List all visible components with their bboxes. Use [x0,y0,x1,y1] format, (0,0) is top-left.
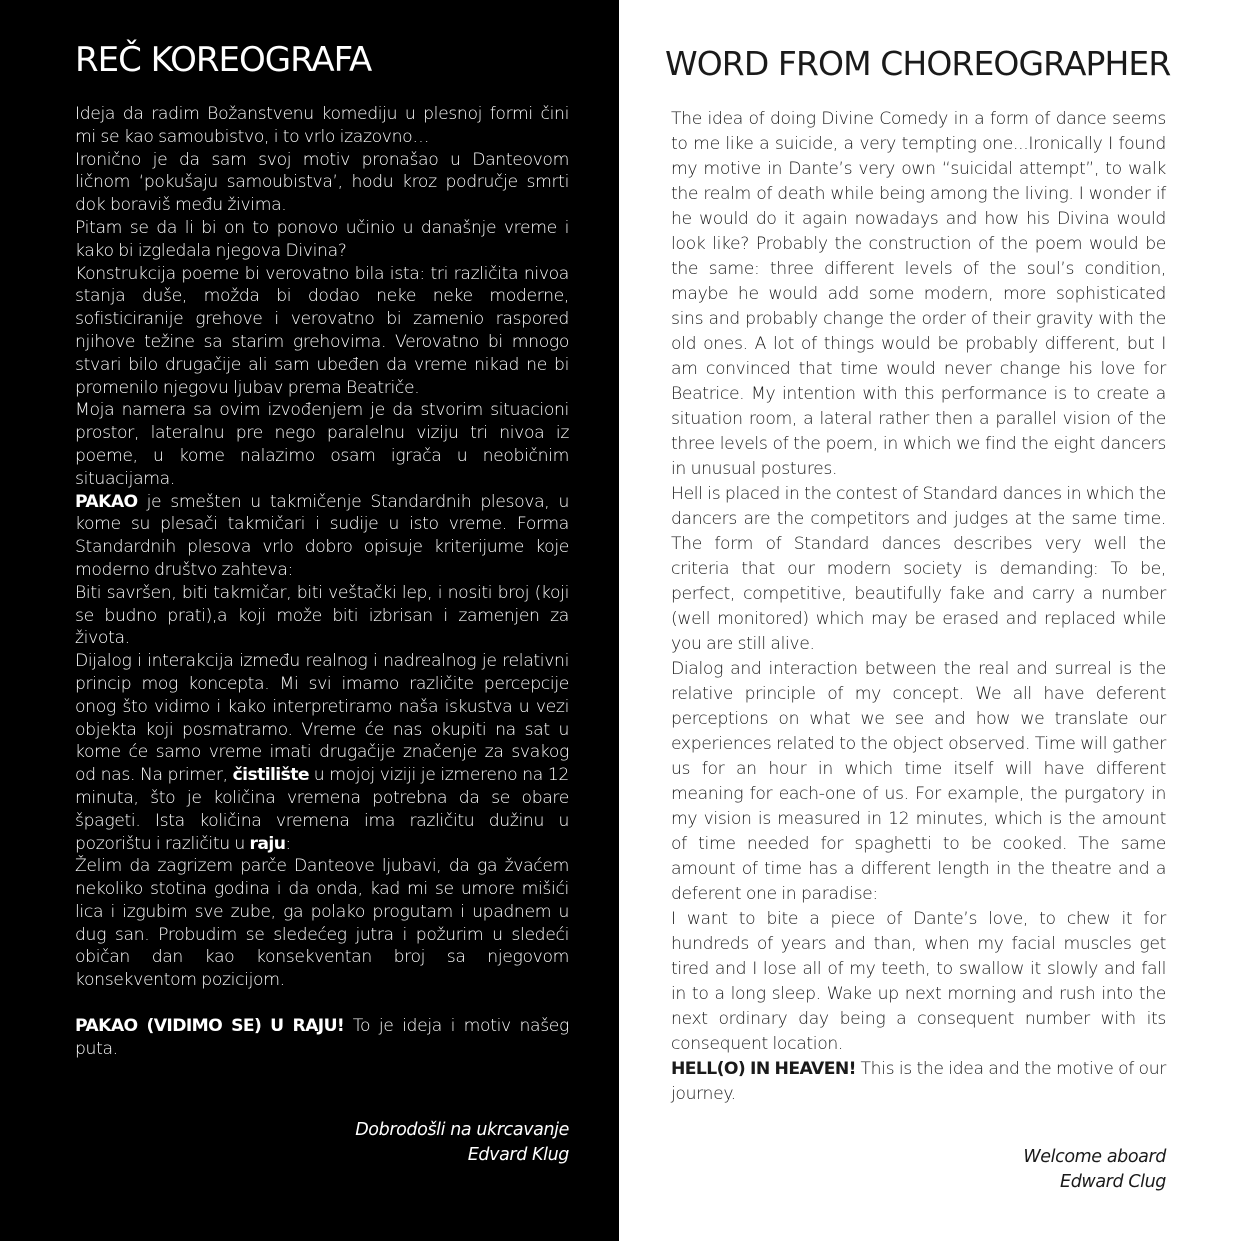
paragraph-text: This is the idea and the motive of our journey. [671,1059,1166,1104]
paragraph: Moja namera sa ovim izvođenjem je da stvorim situacioni prostor, lateralnu pre nego paralelnu viziju tri nivoa iz poeme, u kome nalazimo osam igrača u neobičnim situacijama. [75,400,569,489]
paragraph-text: u mojoj viziji je izmereno na 12 minuta, što je količina vremena potrebna da se obare špageti. Ista količina vremena ima različitu dužinu u pozorištu i različitu u [75,765,570,854]
paragraph: Konstrukcija poeme bi verovatno bila ista: tri različita nivoa stanja duše, možda bi dodao neke neke moderne, sofisticiranije grehove i verovatno bi zamenio raspored njihove težine sa starim grehovima. Verovatno bi mnogo stvari bilo drugačije ali sam ubeđen da vreme nikad ne bi promenilo njegovu ljubav prema Beatriče. [75,263,569,398]
paragraph: I want to bite a piece of Dante’s love, to chew it for hundreds of years and than, when my facial muscles get tired and I lose all of my teeth, to swallow it slowly and fall in to a long sleep. Wake up next morning and rush into the next ordinary day being a consequent number with its consequent location. [671,909,1166,1054]
paragraph-text: Dijalog i interakcija između realnog i nadrealnog je relativni princip mog koncepta. Mi svi imamo različite percepcije onog što vidimo i kako interpretiramo naša iskustva u vezi objekta koji posmatramo. Vreme će nas okupiti na sat u kome će samo vreme imati drugačije značenje za svakog od nas. Na primer, [75,651,569,786]
paragraph-text: je smešten u takmičenje Standardnih plesova, u kome su plesači takmičari i sudije u isto vreme. Forma Standardnih plesova vrlo dobro opisuje kriterijume koje moderno društvo zahteva: [75,491,569,580]
emphasis-raju: raju [249,833,286,854]
signature-name: Edvard Klug [467,1145,569,1165]
emphasis-cistiliste: čistilište [232,765,309,786]
closing-paragraph [671,1057,1166,1107]
signature-serbian [75,1118,569,1168]
paragraph: Dialog and interaction between the real and surreal is the relative principle of my concept. We all have deferent perceptions on what we see and how we translate our experiences related to the object observed. Time will gather us for an hour in which time itself will have different meaning for each-one of us. For example, the purgatory in my vision is measured in 12 minutes, which is the amount of time needed for spaghetti to be cooked. The same amount of time has a different length in the theatre and a deferent one in paradise: [671,659,1166,904]
paragraph: The idea of doing Divine Comedy in a form of dance seems to me like a suicide, a very tempting one...Ironically I found my motive in Dante’s very own “suicidal attempt”, to walk the realm of death while being among the living. I wonder if he would do it again nowadays and how his Divina would look like? Probably the construction of the poem would be the same: three different levels of the soul’s condition, maybe he would add some modern, more sophisticated sins and probably change the order of their gravity with the old ones. A lot of things would be probably different, but I am convinced that time would never change his love for Beatrice. My intention with this performance is to create a situation room, a lateral rather then a parallel vision of the three levels of the poem, in which we find the eight dancers in unusual postures. [671,109,1166,479]
paragraph: Biti savršen, biti takmičar, biti veštački lep, i nositi broj (koji se budno prati),a koji može biti izbrisan i zamenjen za života. [75,582,569,649]
paragraph: Ironično je da sam svoj motiv pronašao u Danteovom ličnom ‘pokušaju samoubistva’, hodu kroz područje smrti dok boraviš među živima. [75,149,569,216]
body-text-serbian [75,103,569,1061]
signature-greeting: Dobrodošli na ukrcavanje [355,1120,569,1140]
paragraph: Hell is placed in the contest of Standard dances in which the dancers are the competitors and judges at the same time. The form of Standard dances describes very well the criteria that our modern society is demanding: To be, perfect, competitive, beautifully fake and carry a number (well monitored) which may be erased and replaced while you are still alive. [671,484,1166,654]
paragraph-text: : [285,833,291,854]
signature-name: Edward Clug [1060,1172,1166,1192]
signature-english [671,1145,1166,1195]
emphasis-closing: PAKAO (VIDIMO SE) U RAJU! [75,1016,345,1037]
body-text-english [671,107,1166,1107]
serbian-panel [0,0,619,1241]
english-panel [619,0,1241,1241]
paragraph-text: To je ideja i motiv našeg puta. [75,1016,569,1059]
paragraph [75,491,569,582]
signature-greeting: Welcome aboard [1023,1147,1166,1167]
closing-paragraph [75,1015,569,1061]
paragraph: Pitam se da li bi on to ponovo učinio u današnje vreme i kako bi izgledala njegova Divina? [75,217,569,261]
page-title-english: WORD FROM CHOREOGRAPHER [665,44,1171,83]
spacer [75,992,569,1015]
page-title-serbian: REČ KOREOGRAFA [75,40,372,80]
paragraph: Želim da zagrizem parče Danteove ljubavi, da ga žvaćem nekoliko stotina godina i da onda, kad mi se umore mišići lica i izgubim sve zube, ga polako progutam i upadnem u dug san. Probudim se sledećeg jutra i požurim u sledeći običan dan kao konsekventan broj sa njegovom konsekventom pozicijom. [75,856,569,991]
paragraph [75,650,569,855]
emphasis-closing: HELL(O) IN HEAVEN! [671,1059,856,1079]
paragraph: Ideja da radim Božanstvenu komediju u plesnoj formi čini mi se kao samoubistvo, i to vrlo izazovno… [75,104,569,147]
emphasis-pakao: PAKAO [75,491,138,512]
